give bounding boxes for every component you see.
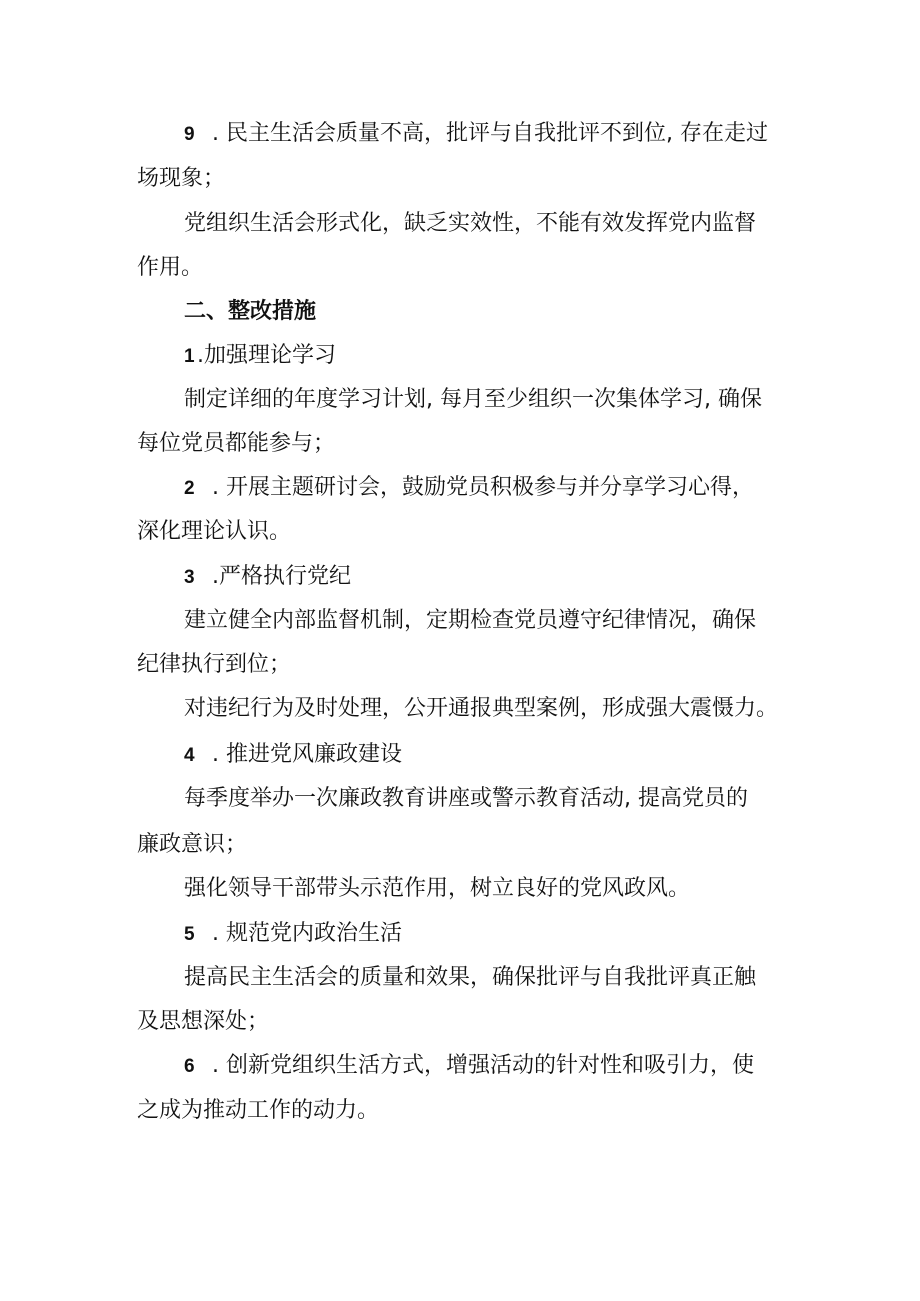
paragraph-line (0, 114, 920, 154)
paragraph-line (0, 248, 920, 288)
line-text: .严格执行党纪 (212, 564, 351, 589)
list-number: 4 (184, 745, 195, 766)
line-text: 建立健全内部监督机制，定期检查党员遵守纪律情况，确保 (184, 608, 757, 633)
line-text: 及思想深处； (137, 1009, 270, 1034)
line-text: 党组织生活会形式化，缺乏实效性，不能有效发挥党内监督 (184, 211, 757, 236)
line-text: . 创新党组织生活方式，增强活动的针对性和吸引力，使 (212, 1053, 754, 1078)
line-text: 每季度举办一次廉政教育讲座或警示教育活动, 提高党员的 (184, 786, 748, 811)
line-text: 深化理论认识。 (137, 519, 292, 544)
list-number: 2 (184, 478, 195, 499)
section-heading-text: 二、整改措施 (184, 299, 317, 324)
paragraph-line (0, 159, 920, 199)
list-number: 6 (184, 1056, 195, 1077)
list-number: 5 (184, 924, 195, 945)
paragraph-line (0, 424, 920, 464)
list-number: 9 (184, 124, 195, 145)
line-text: 对违纪行为及时处理，公开通报典型案例，形成强大震慑力。 (184, 696, 779, 721)
paragraph-line (0, 1046, 920, 1086)
line-text: 场现象； (137, 166, 226, 191)
paragraph-line (0, 825, 920, 865)
section-heading (0, 292, 920, 332)
paragraph-line (0, 380, 920, 420)
paragraph-line (0, 512, 920, 552)
list-number: 1 (184, 346, 195, 367)
list-item-heading (0, 336, 920, 376)
paragraph-line (0, 958, 920, 998)
line-text: . 民主生活会质量不高，批评与自我批评不到位, 存在走过 (212, 121, 768, 146)
list-item-heading (0, 914, 920, 954)
line-text: 每位党员都能参与； (137, 431, 336, 456)
line-text: .加强理论学习 (197, 343, 336, 368)
paragraph-line (0, 204, 920, 244)
line-text: 制定详细的年度学习计划, 每月至少组织一次集体学习, 确保 (184, 387, 762, 412)
list-item-heading (0, 557, 920, 597)
line-text: . 开展主题研讨会，鼓励党员积极参与并分享学习心得， (212, 475, 754, 500)
paragraph-line (0, 869, 920, 909)
paragraph-line (0, 689, 920, 729)
paragraph-line (0, 601, 920, 641)
line-text: 强化领导干部带头示范作用，树立良好的党风政风。 (184, 876, 691, 901)
paragraph-line (0, 1091, 920, 1131)
line-text: 作用。 (137, 255, 204, 280)
paragraph-line (0, 1002, 920, 1042)
paragraph-line (0, 645, 920, 685)
paragraph-line (0, 779, 920, 819)
list-number: 3 (184, 567, 195, 588)
paragraph-line (0, 468, 920, 508)
line-text: . 规范党内政治生活 (212, 921, 402, 946)
line-text: 提高民主生活会的质量和效果，确保批评与自我批评真正触 (184, 965, 757, 990)
line-text: 廉政意识； (137, 832, 248, 857)
line-text: 纪律执行到位； (137, 652, 292, 677)
line-text: . 推进党风廉政建设 (212, 742, 402, 767)
list-item-heading (0, 735, 920, 775)
line-text: 之成为推动工作的动力。 (137, 1098, 380, 1123)
